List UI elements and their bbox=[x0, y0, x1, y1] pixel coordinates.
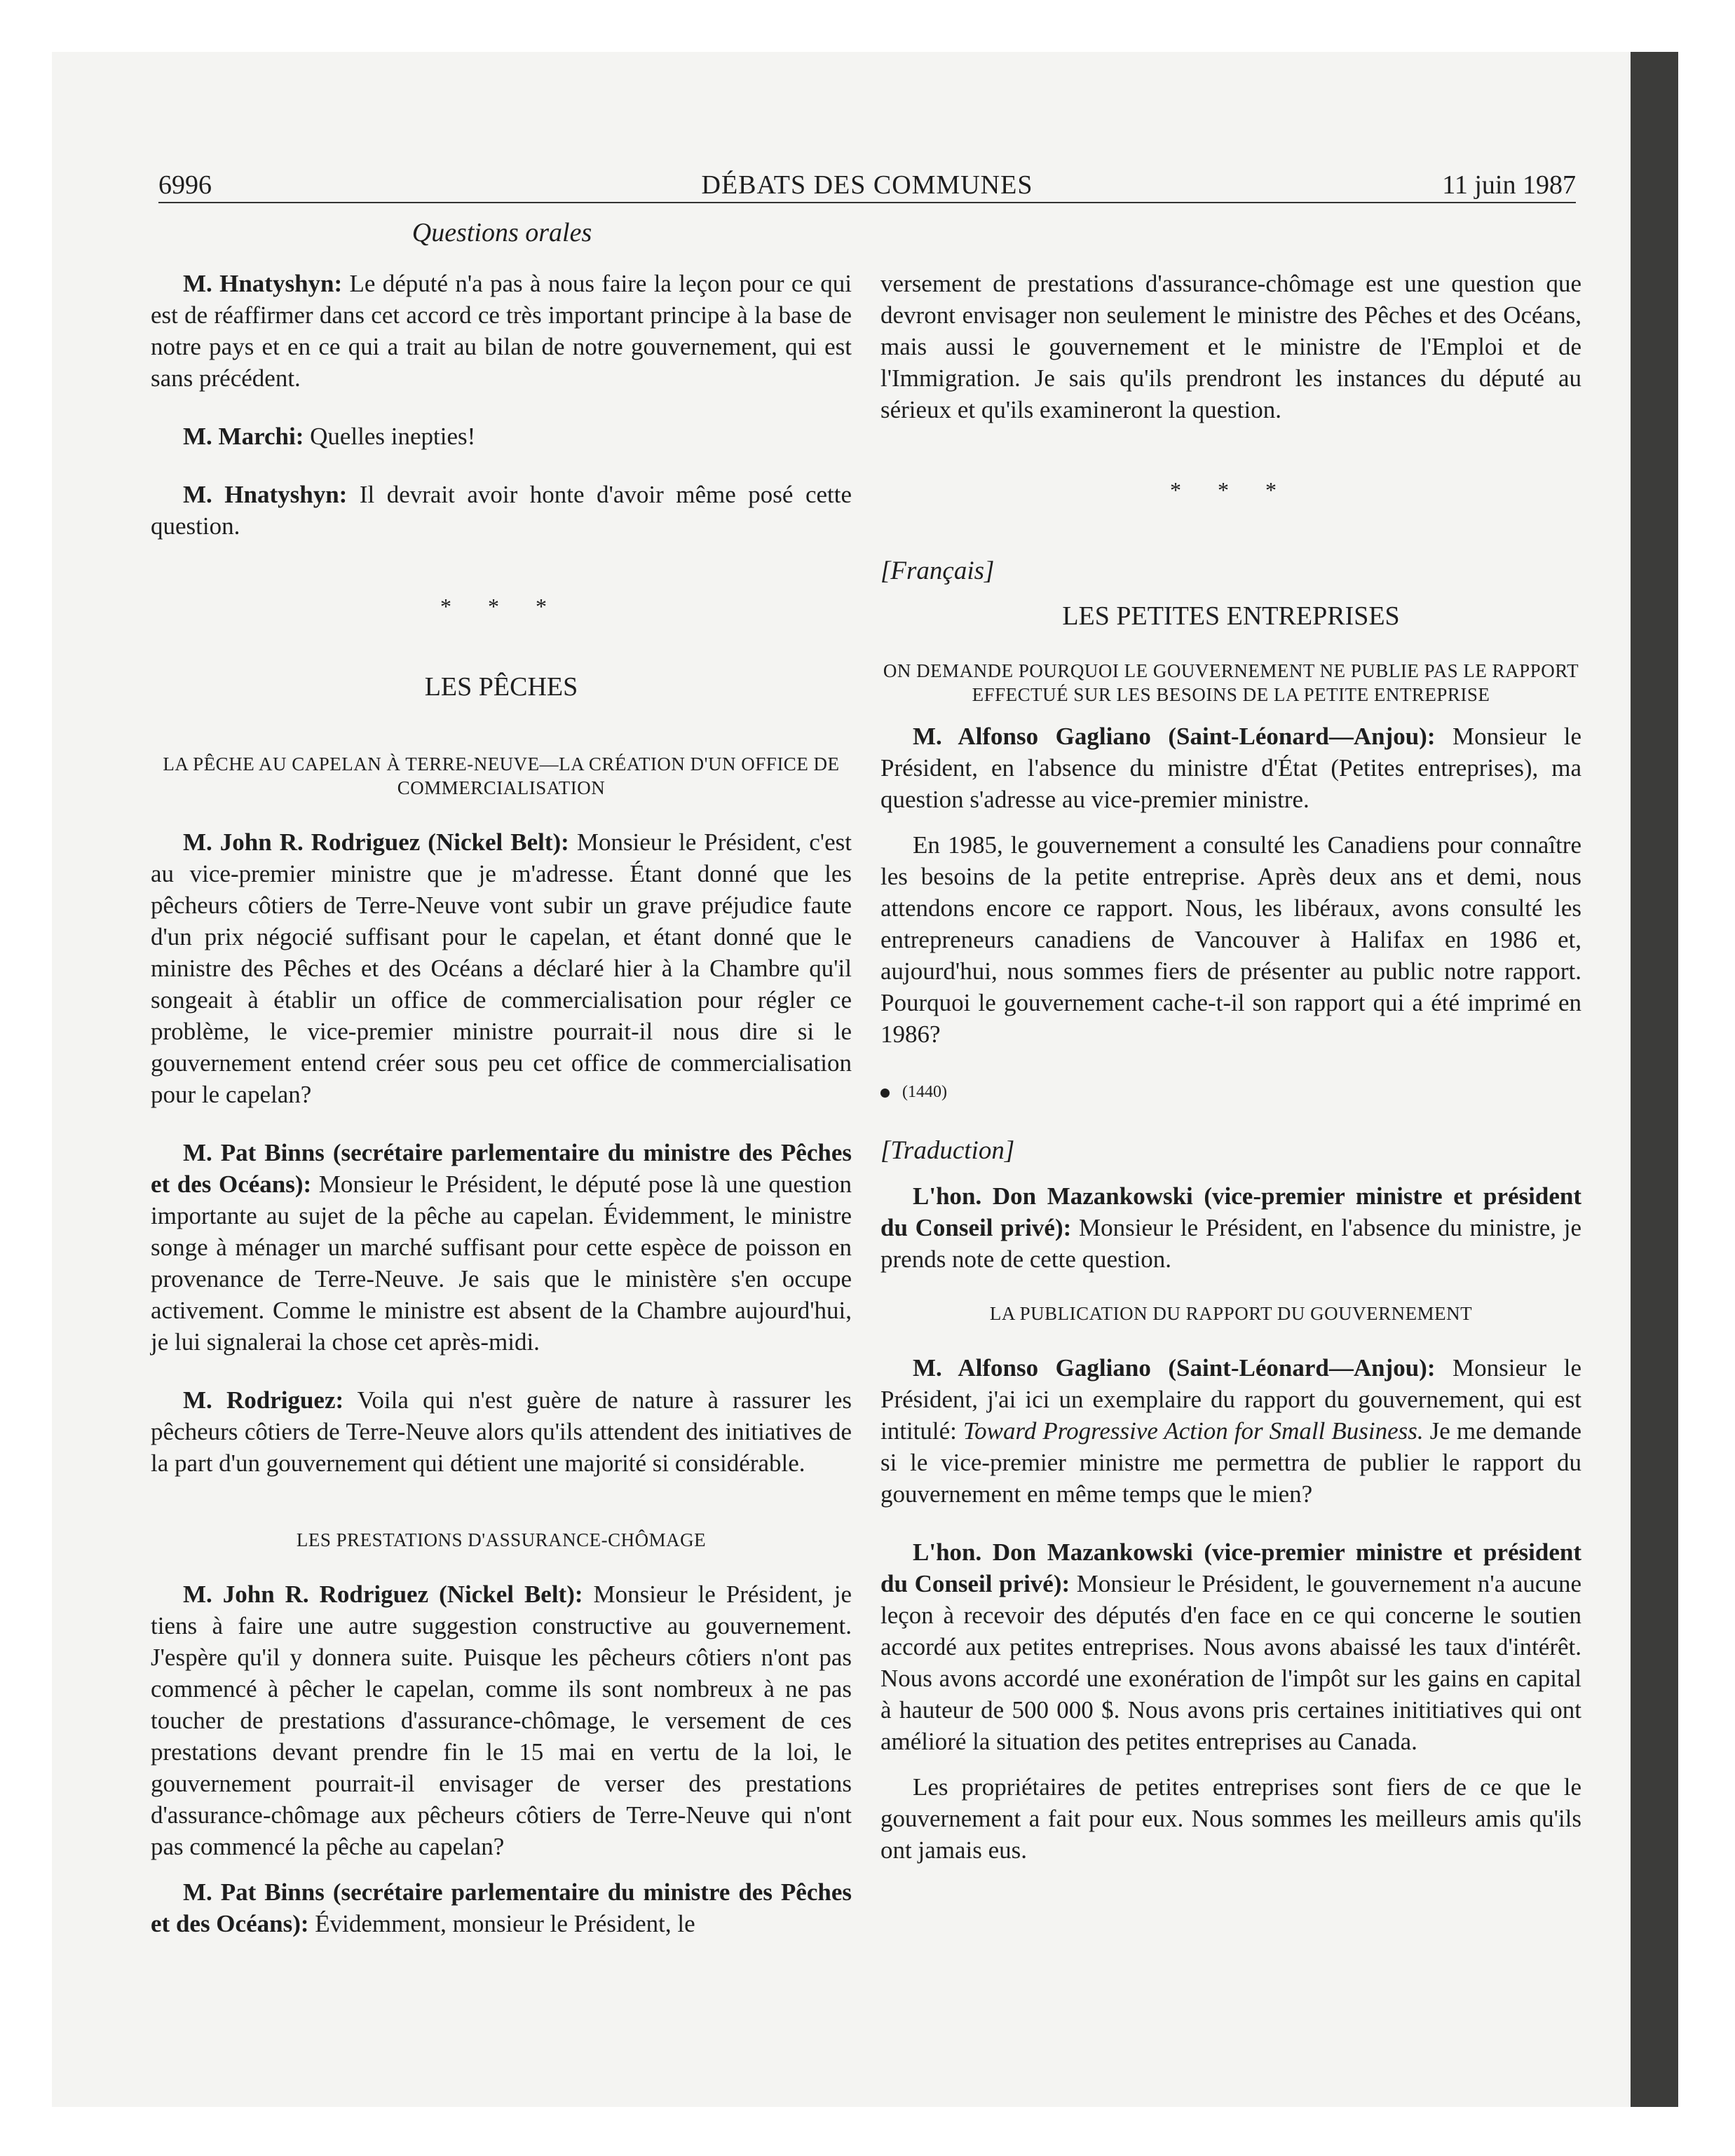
left-column bbox=[151, 268, 852, 1939]
page-number: 6996 bbox=[158, 170, 212, 200]
speech-text: Monsieur le Président, en l'absence du ministre d'État (Petites entreprises), ma question s'adresse au vice-premier ministre. bbox=[880, 723, 1581, 813]
paragraph bbox=[880, 1180, 1581, 1275]
paragraph bbox=[151, 421, 852, 452]
paragraph bbox=[151, 826, 852, 1110]
paragraph bbox=[151, 1578, 852, 1862]
speaker-name: M. Alfonso Gagliano (Saint-Léonard—Anjou): bbox=[913, 1354, 1436, 1381]
speech-text: Monsieur le Président, j'ai ici un exemplaire du rapport du gouvernement, qui est intitulé: bbox=[880, 1354, 1581, 1445]
speech-text: Monsieur le Président, en l'absence du ministre, je prends note de cette question. bbox=[880, 1214, 1581, 1273]
subheading: LES PRESTATIONS D'ASSURANCE-CHÔMAGE bbox=[296, 1529, 707, 1550]
section-tag: Questions orales bbox=[411, 218, 592, 247]
paragraph bbox=[151, 479, 852, 542]
speaker-name: M. Hnatyshyn: bbox=[183, 481, 348, 508]
scan-edge-shadow bbox=[1631, 52, 1678, 2107]
speech-text: Quelles inepties! bbox=[304, 423, 476, 450]
running-header bbox=[158, 170, 1576, 203]
speech-text: Je me demande si le vice-premier ministre me permettra de publier le rapport du gouvernement en même temps que le mien? bbox=[880, 1417, 1581, 1508]
subheading: LA PÊCHE AU CAPELAN À TERRE-NEUVE—LA CRÉATION D'UN OFFICE DE COMMERCIALISATION bbox=[163, 753, 840, 798]
paragraph bbox=[880, 721, 1581, 815]
language-marker: [Français] bbox=[880, 557, 995, 585]
speaker-name: M. John R. Rodriguez (Nickel Belt): bbox=[183, 1581, 583, 1608]
timestamp-text: (1440) bbox=[902, 1083, 947, 1101]
paragraph bbox=[151, 268, 852, 394]
paragraph bbox=[880, 1536, 1581, 1757]
paragraph bbox=[880, 1352, 1581, 1510]
subheading: LA PUBLICATION DU RAPPORT DU GOUVERNEMENT bbox=[989, 1303, 1473, 1324]
paragraph: versement de prestations d'assurance-chômage est une question que devront envisager non seulement le ministre des Pêches et des Océans, mais aussi le gouvernement et le ministre de l'Emploi et de l'Immigration. Je sais qu'ils prendront les instances du député au sérieux et qu'ils examineront la question. bbox=[880, 270, 1581, 423]
speaker-name: M. Pat Binns (secrétaire parlementaire du ministre des Pêches et des Océans): bbox=[151, 1139, 852, 1198]
subheading: ON DEMANDE POURQUOI LE GOUVERNEMENT NE PUBLIE PAS LE RAPPORT EFFECTUÉ SUR LES BESOINS DE LA PETITE ENTREPRISE bbox=[883, 660, 1579, 705]
section-heading: LES PETITES ENTREPRISES bbox=[1062, 601, 1400, 631]
right-column bbox=[880, 268, 1581, 1866]
section-separator: * * * bbox=[440, 594, 562, 619]
speech-text: Voila qui n'est guère de nature à rassurer les pêcheurs côtiers de Terre-Neuve alors qu'ils attendent des initiatives de la part d'un gouvernement qui détient une majorité si considérable. bbox=[151, 1386, 852, 1477]
speaker-name: L'hon. Don Mazankowski (vice-premier ministre et président du Conseil privé): bbox=[880, 1538, 1581, 1597]
speaker-name: M. Pat Binns (secrétaire parlementaire du ministre des Pêches et des Océans): bbox=[151, 1878, 852, 1937]
speaker-name: M. Marchi: bbox=[183, 423, 304, 450]
speaker-name: L'hon. Don Mazankowski (vice-premier ministre et président du Conseil privé): bbox=[880, 1182, 1581, 1241]
speaker-name: M. John R. Rodriguez (Nickel Belt): bbox=[183, 828, 569, 856]
speech-text: Il devrait avoir honte d'avoir même posé cette question. bbox=[151, 481, 852, 540]
section-heading: LES PÊCHES bbox=[424, 672, 578, 702]
timestamp bbox=[880, 1077, 1581, 1108]
speech-text: Monsieur le Président, c'est au vice-premier ministre que je m'adresse. Étant donné que les pêcheurs côtiers de Terre-Neuve vont subir un grave préjudice faute d'un prix négocié suffisant pour le capelan, et étant donné que le ministre des Pêches et des Océans a déclaré hier à la Chambre qu'il songeait à établir un office de commercialisation pour régler ce problème, le vice-premier ministre pourrait-il nous dire si le gouvernement entend créer sous peu cet office de commercialisation pour le capelan? bbox=[151, 828, 852, 1108]
speech-text: Le député n'a pas à nous faire la leçon pour ce qui est de réaffirmer dans cet accord ce très important principe à la base de notre pays et en ce qui a trait au bilan de notre gouvernement, qui est sans précédent. bbox=[151, 270, 852, 392]
paragraph bbox=[151, 1137, 852, 1358]
speech-text: Évidemment, monsieur le Président, le bbox=[308, 1910, 695, 1937]
speech-text: Monsieur le Président, le député pose là une question importante au sujet de la pêche au capelan. Évidemment, le ministre songe à ménager un marché suffisant pour cette espèce de poisson en provenance de Terre-Neuve. Je sais que le ministère s'en occupe activement. Comme le ministre est absent de la Chambre aujourd'hui, je lui signalerai la chose cet après-midi. bbox=[151, 1171, 852, 1356]
section-separator: * * * bbox=[1170, 477, 1292, 503]
bullet-icon bbox=[880, 1089, 890, 1098]
paragraph bbox=[151, 1876, 852, 1939]
publication-title: DÉBATS DES COMMUNES bbox=[701, 170, 1033, 200]
report-title: Toward Progressive Action for Small Business. bbox=[962, 1417, 1424, 1445]
language-marker: [Traduction] bbox=[880, 1136, 1015, 1165]
speech-text: Monsieur le Président, le gouvernement n'a aucune leçon à recevoir des députés d'en face en ce qui concerne le soutien accordé aux petites entreprises. Nous avons abaissé les taux d'intérêt. Nous avons accordé une exonération de l'impôt sur les gains en capital à hauteur de 500 000 $. Nous avons pris certaines inititiatives qui ont amélioré la situation des petites entreprises au Canada. bbox=[880, 1570, 1581, 1755]
issue-date: 11 juin 1987 bbox=[1442, 170, 1576, 200]
speaker-name: M. Hnatyshyn: bbox=[183, 270, 343, 297]
speaker-name: M. Alfonso Gagliano (Saint-Léonard—Anjou): bbox=[913, 723, 1436, 750]
speaker-name: M. Rodriguez: bbox=[183, 1386, 344, 1414]
paragraph bbox=[151, 1384, 852, 1479]
speech-text: Monsieur le Président, je tiens à faire une autre suggestion constructive au gouvernement. J'espère qu'il y donnera suite. Puisque les pêcheurs côtiers n'ont pas commencé à pêcher le capelan, comme ils sont nombreux à ne pas toucher de prestations d'assurance-chômage, le versement de ces prestations devant prendre fin le 15 mai en vertu de la loi, le gouvernement pourrait-il envisager de verser des prestations d'assurance-chômage aux pêcheurs côtiers de Terre-Neuve qui n'ont pas commencé la pêche au capelan? bbox=[151, 1581, 852, 1860]
paragraph: En 1985, le gouvernement a consulté les Canadiens pour connaître les besoins de la petite entreprise. Après deux ans et demi, nous attendons encore ce rapport. Nous, les libéraux, avons consulté les entrepreneurs canadiens de Vancouver à Halifax en 1986 et, aujourd'hui, nous sommes fiers de présenter au public notre rapport. Pourquoi le gouvernement cache-t-il son rapport qui a été imprimé en 1986? bbox=[880, 831, 1581, 1048]
paragraph: Les propriétaires de petites entreprises sont fiers de ce que le gouvernement a fait pour eux. Nous sommes les meilleurs amis qu'ils ont jamais eus. bbox=[880, 1773, 1581, 1864]
